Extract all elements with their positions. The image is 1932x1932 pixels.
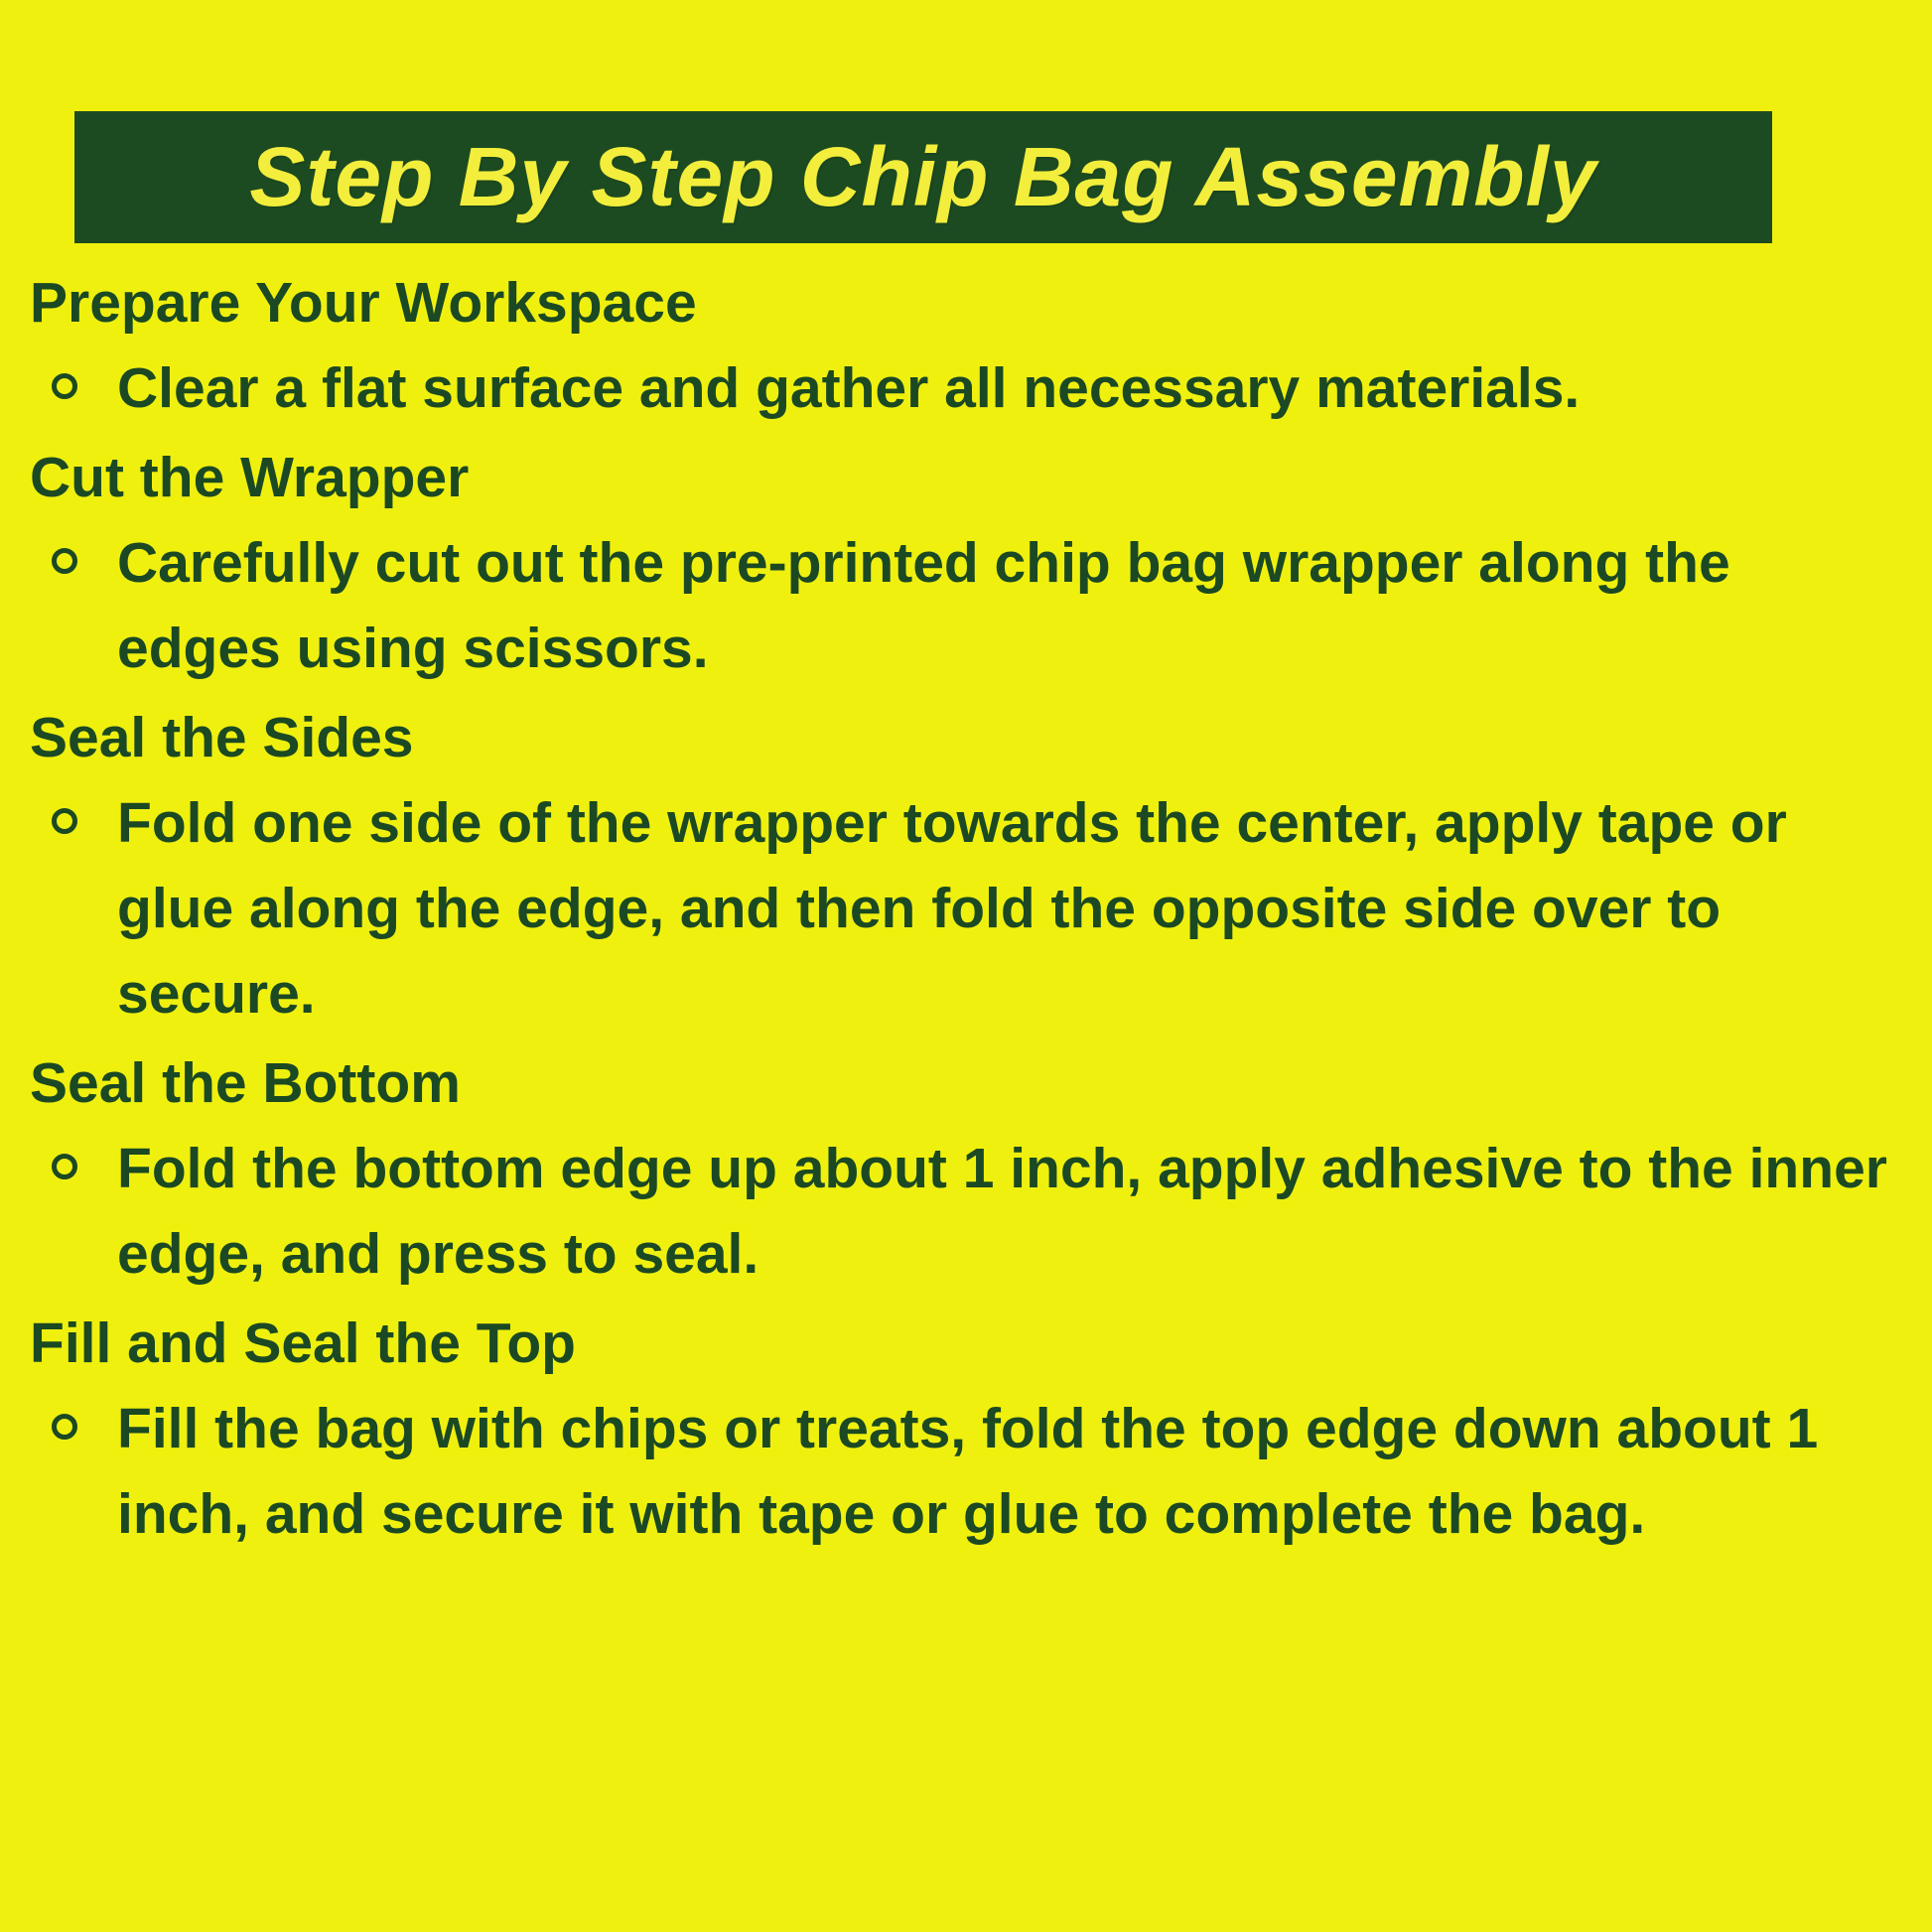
section-heading: Seal the Sides	[30, 706, 414, 769]
section-heading: Cut the Wrapper	[30, 446, 470, 509]
section-cut-wrapper	[30, 435, 1896, 691]
circle-bullet-icon	[52, 808, 77, 834]
circle-bullet-icon	[52, 548, 77, 574]
bullet-text: Fold the bottom edge up about 1 inch, apply adhesive to the inner edge, and press to seal.	[117, 1137, 1887, 1286]
section-heading: Fill and Seal the Top	[30, 1311, 576, 1375]
list-item	[52, 345, 1896, 431]
section-heading: Seal the Bottom	[30, 1051, 461, 1115]
list-item	[52, 520, 1896, 691]
circle-bullet-icon	[52, 1154, 77, 1179]
section-heading: Prepare Your Workspace	[30, 271, 697, 335]
section-fill-seal-top	[30, 1301, 1896, 1557]
list-item	[52, 1126, 1896, 1297]
section-seal-bottom	[30, 1040, 1896, 1297]
instructions-list	[30, 260, 1896, 1561]
bullet-text: Carefully cut out the pre-printed chip bag wrapper along the edges using scissors.	[117, 531, 1730, 680]
header-bar	[74, 111, 1772, 243]
section-prepare-workspace	[30, 260, 1896, 431]
page-title: Step By Step Chip Bag Assembly	[249, 130, 1597, 223]
circle-bullet-icon	[52, 373, 77, 399]
circle-bullet-icon	[52, 1414, 77, 1440]
bullet-text: Fill the bag with chips or treats, fold the top edge down about 1 inch, and secure it with tape or glue to complete the bag.	[117, 1397, 1819, 1546]
bullet-text: Fold one side of the wrapper towards the center, apply tape or glue along the edge, and then fold the opposite side over to secure.	[117, 791, 1787, 1026]
list-item	[52, 780, 1896, 1036]
bullet-text: Clear a flat surface and gather all necessary materials.	[117, 356, 1581, 420]
section-seal-sides	[30, 695, 1896, 1036]
list-item	[52, 1386, 1896, 1557]
